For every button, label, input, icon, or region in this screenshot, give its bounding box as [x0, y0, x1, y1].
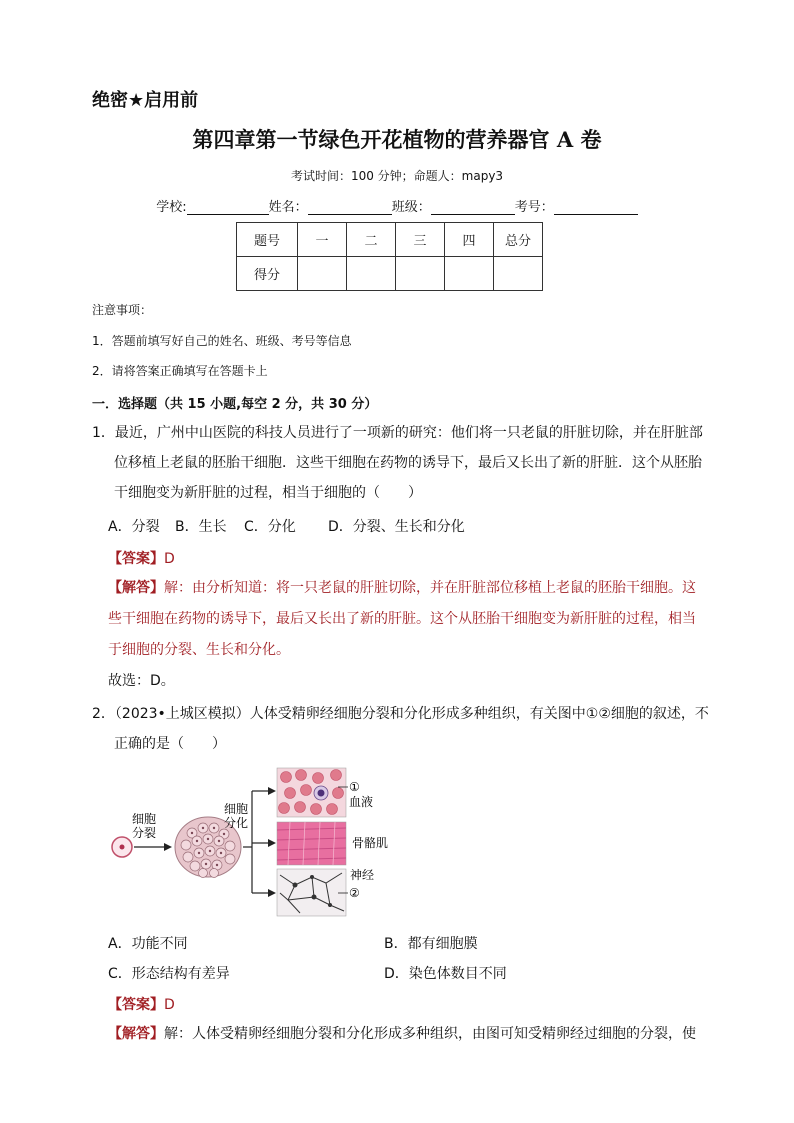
q2-option-c: C．形态结构有差异: [108, 966, 230, 982]
explanation-line: 解：人体受精卵经细胞分裂和分化形成多种组织，由图可知受精卵经过细胞的分裂，使: [164, 1026, 696, 1042]
arrow-nerve-head: [268, 889, 276, 897]
explanation-label: 【解答】: [108, 580, 164, 596]
blood-tissue-image: [277, 768, 346, 817]
q1-option-d: D．分裂、生长和分化: [328, 519, 465, 535]
cell-differentiation-diagram: [100, 765, 390, 920]
score-input-cell: [396, 257, 445, 291]
exam-info: 考试时间：100 分钟；命题人：mapy3: [290, 169, 504, 183]
notes-item-1: 1．答题前填写好自己的姓名、班级、考号等信息: [92, 334, 352, 348]
score-cell: 一: [298, 223, 347, 257]
arrow-muscle-head: [268, 839, 276, 847]
number-blank: [554, 202, 638, 215]
score-cell: 得分: [237, 257, 298, 291]
choose-line: 故选：D。: [108, 673, 175, 689]
explanation-line: 解：由分析知道：将一只老鼠的肝脏切除，并在肝脏部位移植上老鼠的胚胎干细胞。这: [164, 580, 696, 596]
score-input-cell: [494, 257, 543, 291]
score-input-cell: [445, 257, 494, 291]
label-muscle: 骨骼肌: [352, 836, 389, 850]
name-blank: [308, 202, 392, 215]
secret-label: 绝密★启用前: [92, 90, 199, 111]
arrow-divide-head: [164, 843, 172, 851]
zygote-image: [112, 837, 132, 857]
label-diff-1: 细胞: [224, 802, 249, 816]
score-cell: 题号: [237, 223, 298, 257]
school-blank: [187, 202, 269, 215]
field-school-label: 学校:: [156, 200, 187, 215]
section-heading: 一．选择题（共 15 小题,每空 2 分，共 30 分）: [92, 397, 378, 412]
q2-line: 正确的是（ ）: [114, 736, 226, 752]
answer-label: 【答案】: [108, 551, 164, 567]
q1-answer: [108, 548, 175, 568]
label-divide-2: 分裂: [132, 826, 157, 840]
explanation-line: 于细胞的分裂、生长和分化。: [108, 642, 290, 658]
score-cell: 三: [396, 223, 445, 257]
score-table: [236, 222, 543, 291]
label-blood: 血液: [349, 795, 374, 809]
field-number-label: 考号：: [514, 200, 554, 215]
field-class-label: 班级：: [391, 200, 431, 215]
field-name-label: 姓名：: [268, 200, 308, 215]
label-divide-1: 细胞: [132, 812, 157, 826]
student-fields: [0, 196, 794, 215]
label-blood-number: ①: [349, 780, 360, 794]
q2-explanation: [108, 1019, 708, 1050]
arrow-blood-head: [268, 787, 276, 795]
explanation-label: 【解答】: [108, 1026, 164, 1042]
label-diff-2: 分化: [224, 816, 249, 830]
q1-line: 位移植上老鼠的胚胎干细胞．这些干细胞在药物的诱导下，最后又长出了新的肝脏．这个从胚胎: [114, 455, 702, 471]
score-cell: 总分: [494, 223, 543, 257]
label-nerve: 神经: [350, 868, 375, 882]
answer-value: D: [164, 997, 175, 1013]
notes-item-2: 2．请将答案正确填写在答题卡上: [92, 364, 268, 378]
q1-explanation: [108, 573, 708, 697]
q1-option-a: A．分裂: [108, 519, 160, 535]
q1-option-c: C．分化: [244, 519, 296, 535]
score-cell: 二: [347, 223, 396, 257]
q2-option-a: A．功能不同: [108, 936, 188, 952]
class-blank: [431, 202, 515, 215]
explanation-line: 些干细胞在药物的诱导下，最后又长出了新的肝脏。这个从胚胎干细胞变为新肝脏的过程，相当: [108, 611, 696, 627]
q2-option-d: D．染色体数目不同: [384, 966, 507, 982]
score-input-cell: [298, 257, 347, 291]
q2-answer: [108, 994, 175, 1014]
label-nerve-number: ②: [349, 886, 360, 900]
q2-option-b: B．都有细胞膜: [384, 936, 478, 952]
score-input-cell: [347, 257, 396, 291]
answer-value: D: [164, 551, 175, 567]
nerve-tissue-image: [277, 869, 346, 916]
q1-option-b: B．生长: [175, 519, 227, 535]
q1-line: 1．最近，广州中山医院的科技人员进行了一项新的研究：他们将一只老鼠的肝脏切除，并在肝脏部: [92, 425, 703, 441]
answer-label: 【答案】: [108, 997, 164, 1013]
muscle-tissue-image: [277, 822, 346, 865]
exam-title: 第四章第一节绿色开花植物的营养器官 A 卷: [192, 127, 602, 152]
score-value-row: [237, 257, 543, 291]
q1-line: 干细胞变为新肝脏的过程，相当于细胞的（ ）: [114, 485, 422, 501]
score-cell: 四: [445, 223, 494, 257]
question-1: [92, 418, 710, 508]
score-header-row: [237, 223, 543, 257]
notes-heading: 注意事项：: [92, 303, 153, 317]
q2-line: 2．（2023•上城区模拟）人体受精卵经细胞分裂和分化形成多种组织，有关图中①②细胞的叙述，不: [92, 706, 709, 722]
question-2: [92, 699, 710, 759]
